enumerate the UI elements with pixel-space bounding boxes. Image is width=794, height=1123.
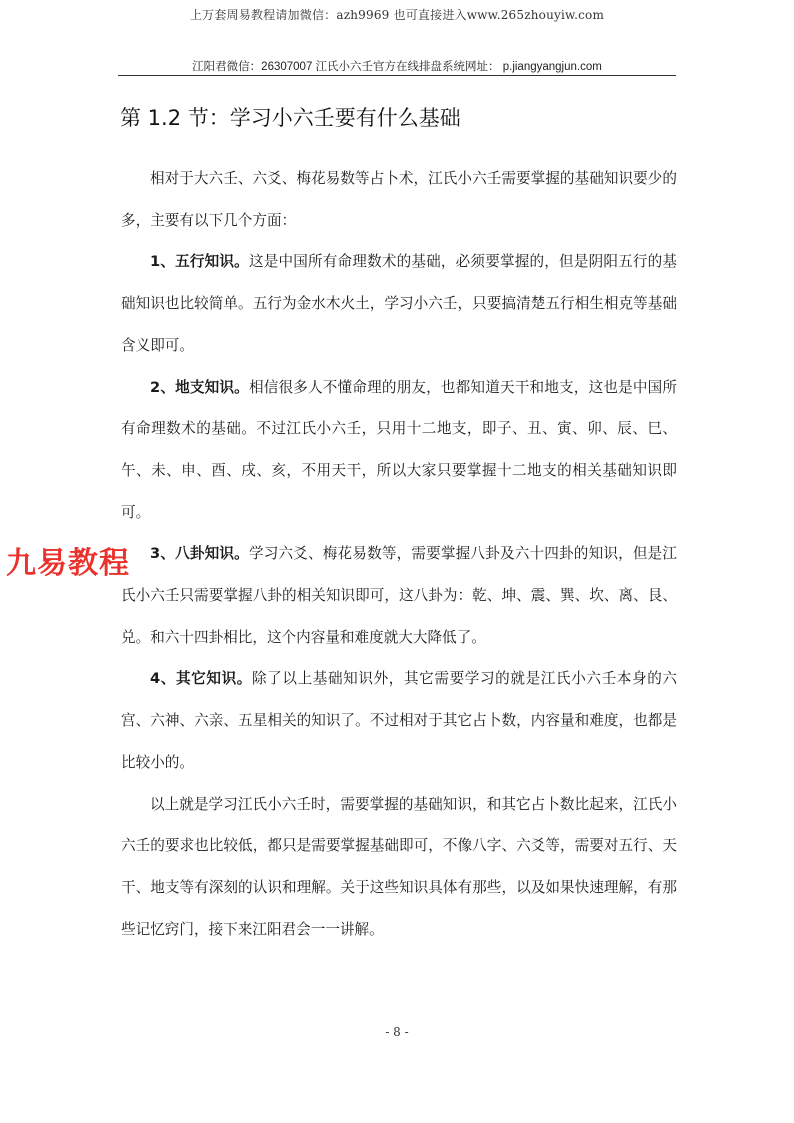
header-divider	[118, 75, 676, 76]
other-knowledge-paragraph	[121, 658, 677, 783]
five-elements-paragraph	[121, 241, 677, 366]
section-title: 第 1.2 节：学习小六壬要有什么基础	[120, 106, 461, 130]
watermark-logo: 九易教程	[6, 546, 130, 581]
paragraph-text: 这是中国所有命理数术的基础，必须要掌握的，但是阴阳五行的基础知识也比较简单。五行为金水木火土，学习小六壬，只要搞清楚五行相生相克等基础含义即可。	[121, 253, 677, 354]
page-number: - 8 -	[385, 1025, 409, 1039]
conclusion-paragraph: 以上就是学习江氏小六壬时，需要掌握的基础知识，和其它占卜数比起来，江氏小六壬的要求也比较低，都只是需要掌握基础即可，不像八字、六爻等，需要对五行、天干、地支等有深刻的认识和理解。关于这些知识具体有那些，以及如果快速理解，有那些记忆窍门，接下来江阳君会一一讲解。	[121, 795, 677, 938]
earthly-branches-paragraph	[121, 367, 677, 534]
paragraph-text: 学习六爻、梅花易数等，需要掌握八卦及六十四卦的知识，但是江氏小六壬只需要掌握八卦的相关知识即可，这八卦为：乾、坤、震、巽、坎、离、艮、兑。和六十四卦相比，这个内容量和难度就大大降低了。	[121, 545, 677, 646]
top-promo-note: 上万套周易教程请加微信：azh9969 也可直接进入www.265zhouyiw.com	[189, 8, 605, 22]
intro-paragraph: 相对于大六壬、六爻、梅花易数等占卜术，江氏小六壬需要掌握的基础知识要少的多，主要有以下几个方面：	[121, 170, 677, 229]
paragraph-lead: 1、五行知识。	[150, 253, 249, 271]
page-header: 江阳君微信：26307007 江氏小六壬官方在线排盘系统网址： p.jiangyangjun.com	[192, 61, 602, 73]
paragraph-text: 除了以上基础知识外，其它需要学习的就是江氏小六壬本身的六宫、六神、六亲、五星相关的知识了。不过相对于其它占卜数，内容量和难度，也都是比较小的。	[121, 670, 677, 771]
paragraph-lead: 2、地支知识。	[150, 378, 249, 396]
paragraph-lead: 4、其它知识。	[150, 670, 252, 688]
trigrams-paragraph	[121, 533, 677, 658]
paragraph-text: 相信很多人不懂命理的朋友，也都知道天干和地支，这也是中国所有命理数术的基础。不过江氏小六壬，只用十二地支，即子、丑、寅、卯、辰、巳、午、未、申、酉、戌、亥，不用天干，所以大家只要掌握十二地支的相关基础知识即可。	[121, 378, 677, 521]
paragraph-lead: 3、八卦知识。	[150, 545, 249, 563]
body-text	[121, 158, 677, 950]
